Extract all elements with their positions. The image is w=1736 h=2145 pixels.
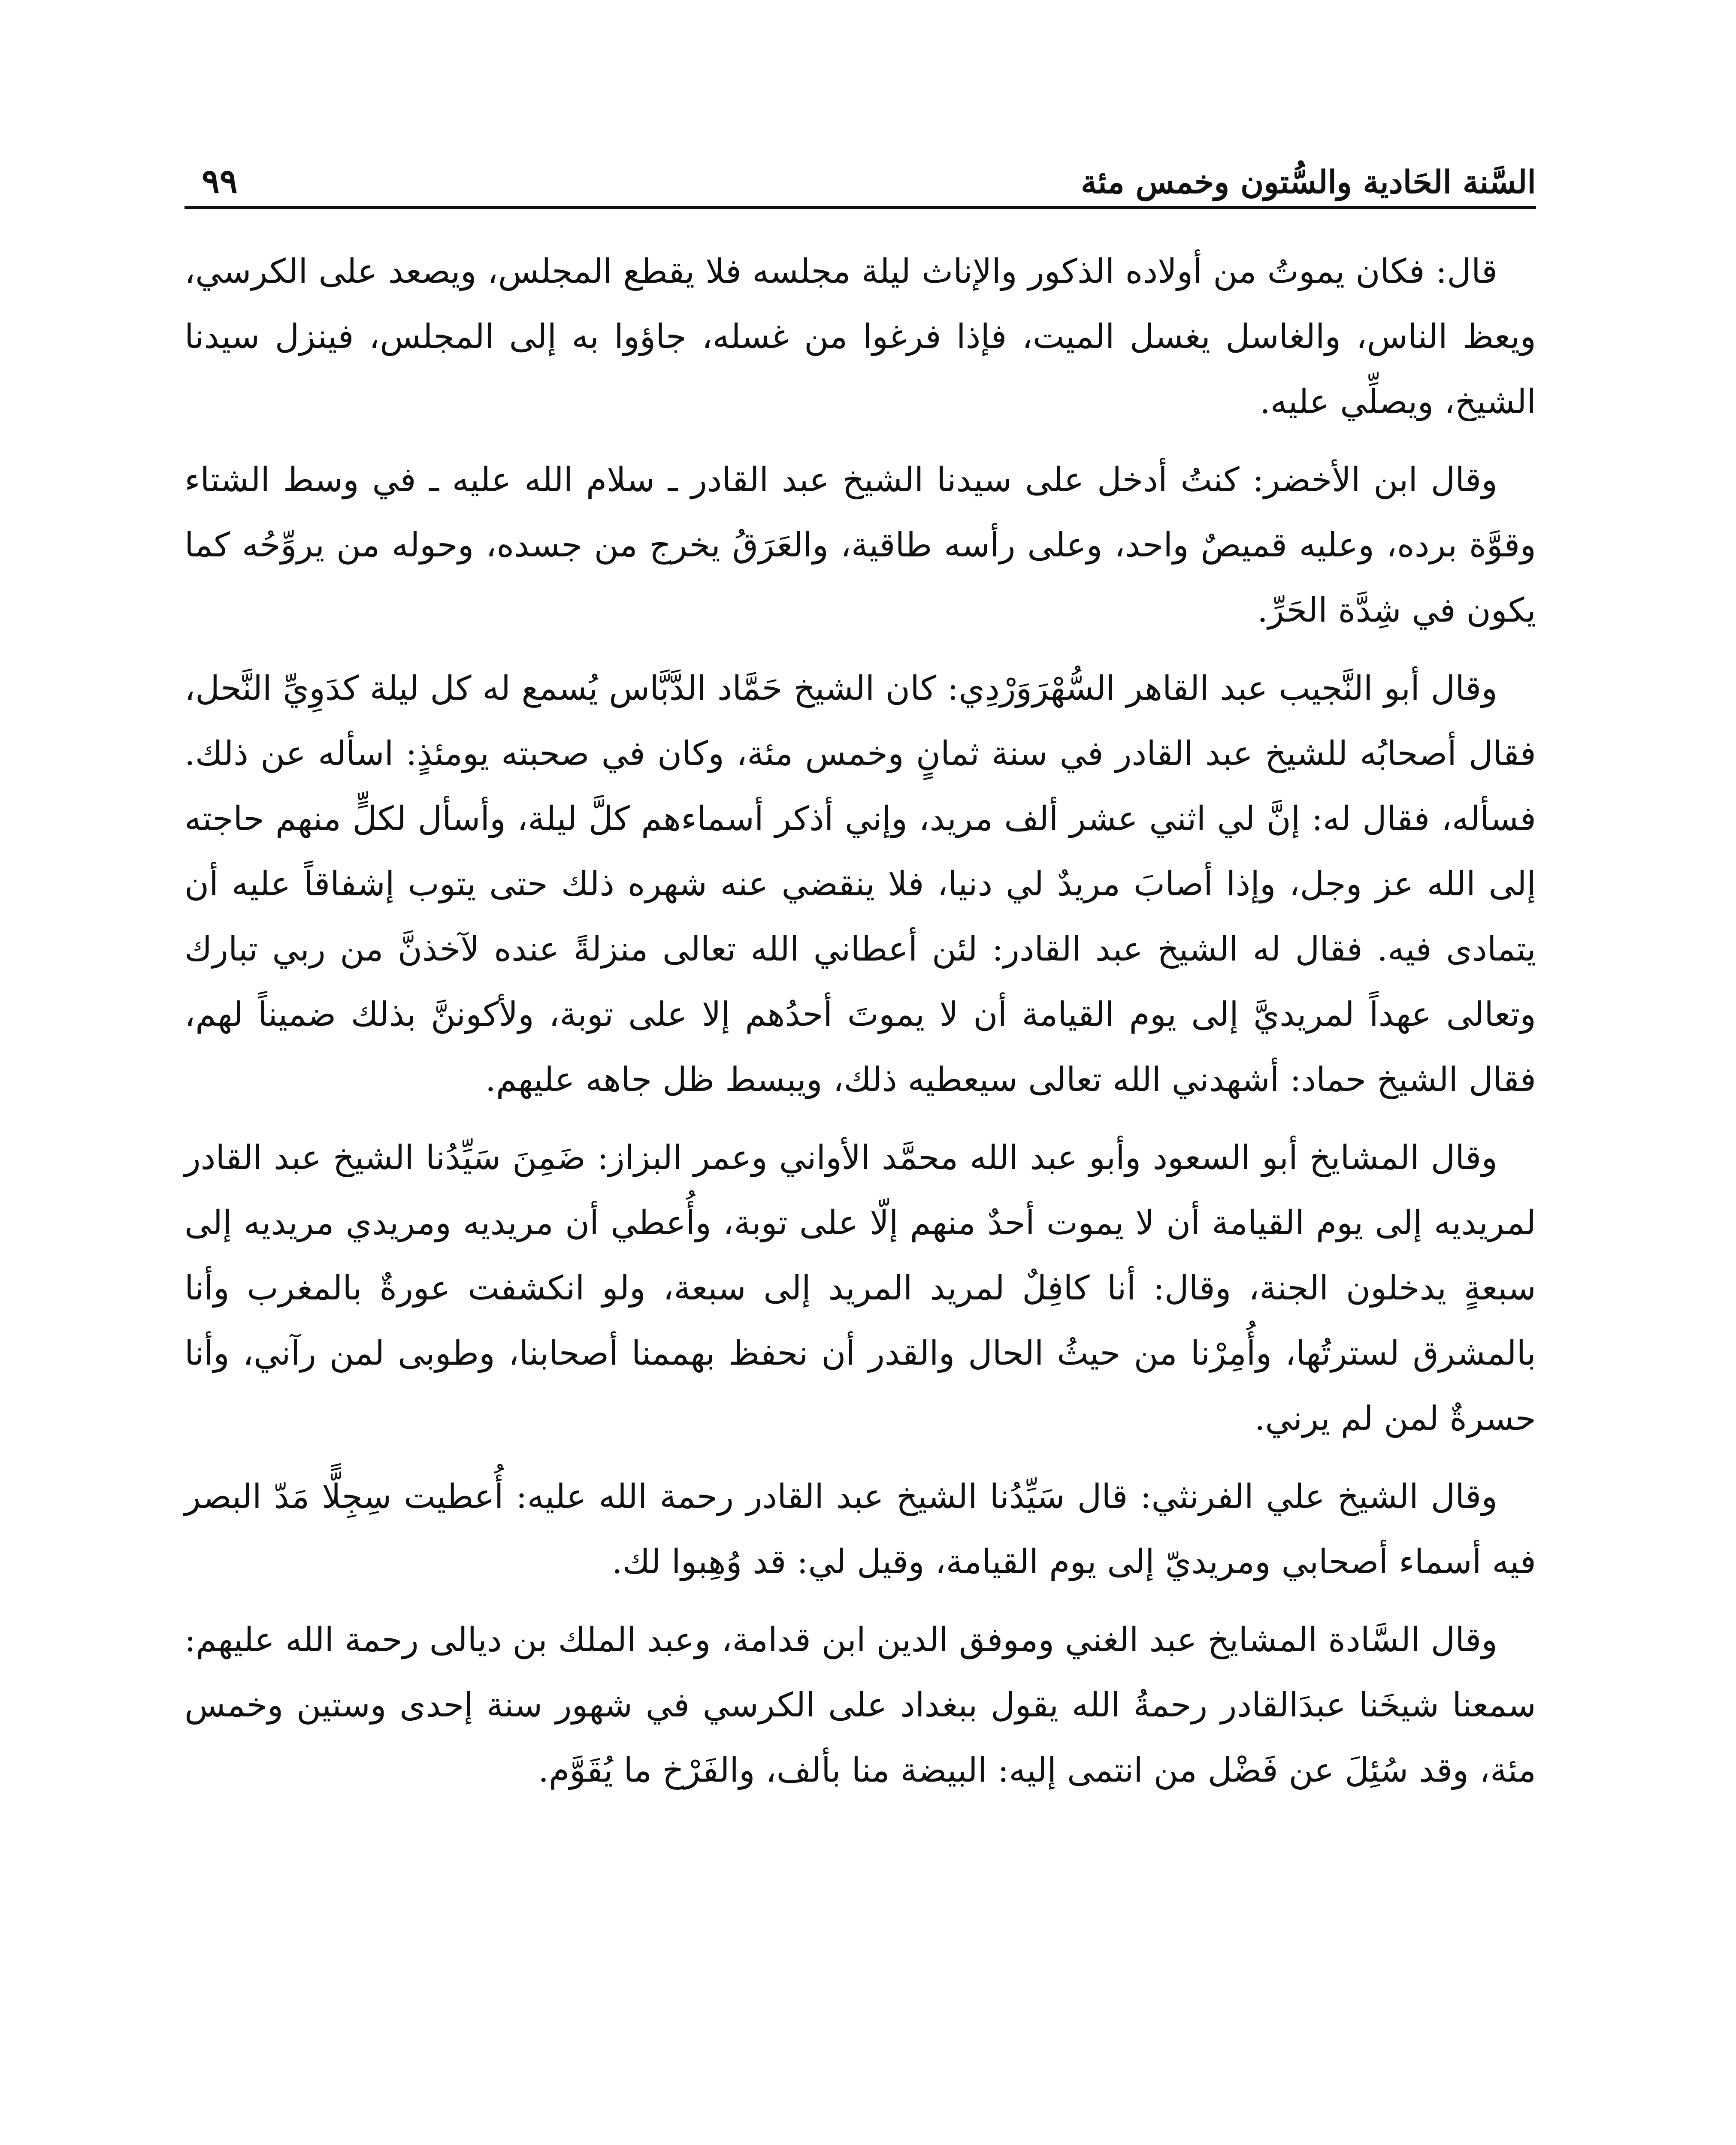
book-page [184,142,1536,2145]
paragraph: وقال السَّادة المشايخ عبد الغني وموفق الدين ابن قدامة، وعبد الملك بن ديالى رحمة الله عليهم: سمعنا شيخَنا عبدَالقادر رحمةُ الله يقول ببغداد على الكرسي في شهور سنة إحدى وستين وخمس مئة، وقد سُئِلَ عن فَضْل من انتمى إليه: البيضة منا بألف، والفَرْخ ما يُقَوَّم. [184,1621,1536,1790]
paragraph: وقال الشيخ علي الفرنثي: قال سَيِّدُنا الشيخ عبد القادر رحمة الله عليه: أُعطيت سِجِلًّا مَدّ البصر فيه أسماء أصحابي ومريديّ إلى يوم القيامة، وقيل لي: قد وُهِبوا لك. [184,1477,1536,1581]
paragraph: قال: فكان يموتُ من أولاده الذكور والإناث ليلة مجلسه فلا يقطع المجلس، ويصعد على الكرسي، ويعظ الناس، والغاسل يغسل الميت، فإذا فرغوا من غسله، جاؤوا به إلى المجلس، فينزل سيدنا الشيخ، ويصلِّي عليه. [184,252,1536,421]
page-number: ٩٩ [202,162,238,201]
running-title: السَّنة الحَادية والسُّتون وخمس مئة [1081,164,1536,201]
paragraph: وقال المشايخ أبو السعود وأبو عبد الله محمَّد الأواني وعمر البزاز: ضَمِنَ سَيِّدُنا الشيخ عبد القادر لمريديه إلى يوم القيامة أن لا يموت أحدٌ منهم إلّا على توبة، وأُعطي أن مريديه ومريدي مريديه إلى سبعةٍ يدخلون الجنة، وقال: أنا كافِلٌ لمريد المريد إلى سبعة، ولو انكشفت عورةٌ بالمغرب وأنا بالمشرق لسترتُها، وأُمِرْنا من حيثُ الحال والقدر أن نحفظ بهممنا أصحابنا، وطوبى لمن رآني، وأنا حسرةٌ لمن لم يرني. [184,1139,1536,1438]
page-header [184,142,1536,209]
paragraph: وقال ابن الأخضر: كنتُ أدخل على سيدنا الشيخ عبد القادر ـ سلام الله عليه ـ في وسط الشتاء وقوَّة برده، وعليه قميصٌ واحد، وعلى رأسه طاقية، والعَرَقُ يخرج من جسده، وحوله من يروِّحُه كما يكون في شِدَّة الحَرِّ. [184,461,1536,630]
body-text [184,239,1536,1803]
paragraph: وقال أبو النَّجيب عبد القاهر السُّهْرَوَرْدِي: كان الشيخ حَمَّاد الدَّبَّاس يُسمع له كل ليلة كدَوِيِّ النَّحل، فقال أصحابُه للشيخ عبد القادر في سنة ثمانٍ وخمس مئة، وكان في صحبته يومئذٍ: اسأله عن ذلك. فسأله، فقال له: إنَّ لي اثني عشر ألف مريد، وإني أذكر أسماءهم كلَّ ليلة، وأسأل لكلٍّ منهم حاجته إلى الله عز وجل، وإذا أصابَ مريدٌ لي دنيا، فلا ينقضي عنه شهره ذلك حتى يتوب إشفاقاً عليه أن يتمادى فيه. فقال له الشيخ عبد القادر: لئن أعطاني الله تعالى منزلةً عنده لآخذنَّ من ربي تبارك وتعالى عهداً لمريديَّ إلى يوم القيامة أن لا يموتَ أحدُهم إلا على توبة، ولأكوننَّ بذلك ضميناً لهم، فقال الشيخ حماد: أشهدني الله تعالى سيعطيه ذلك، ويبسط ظل جاهه عليهم. [184,669,1536,1099]
